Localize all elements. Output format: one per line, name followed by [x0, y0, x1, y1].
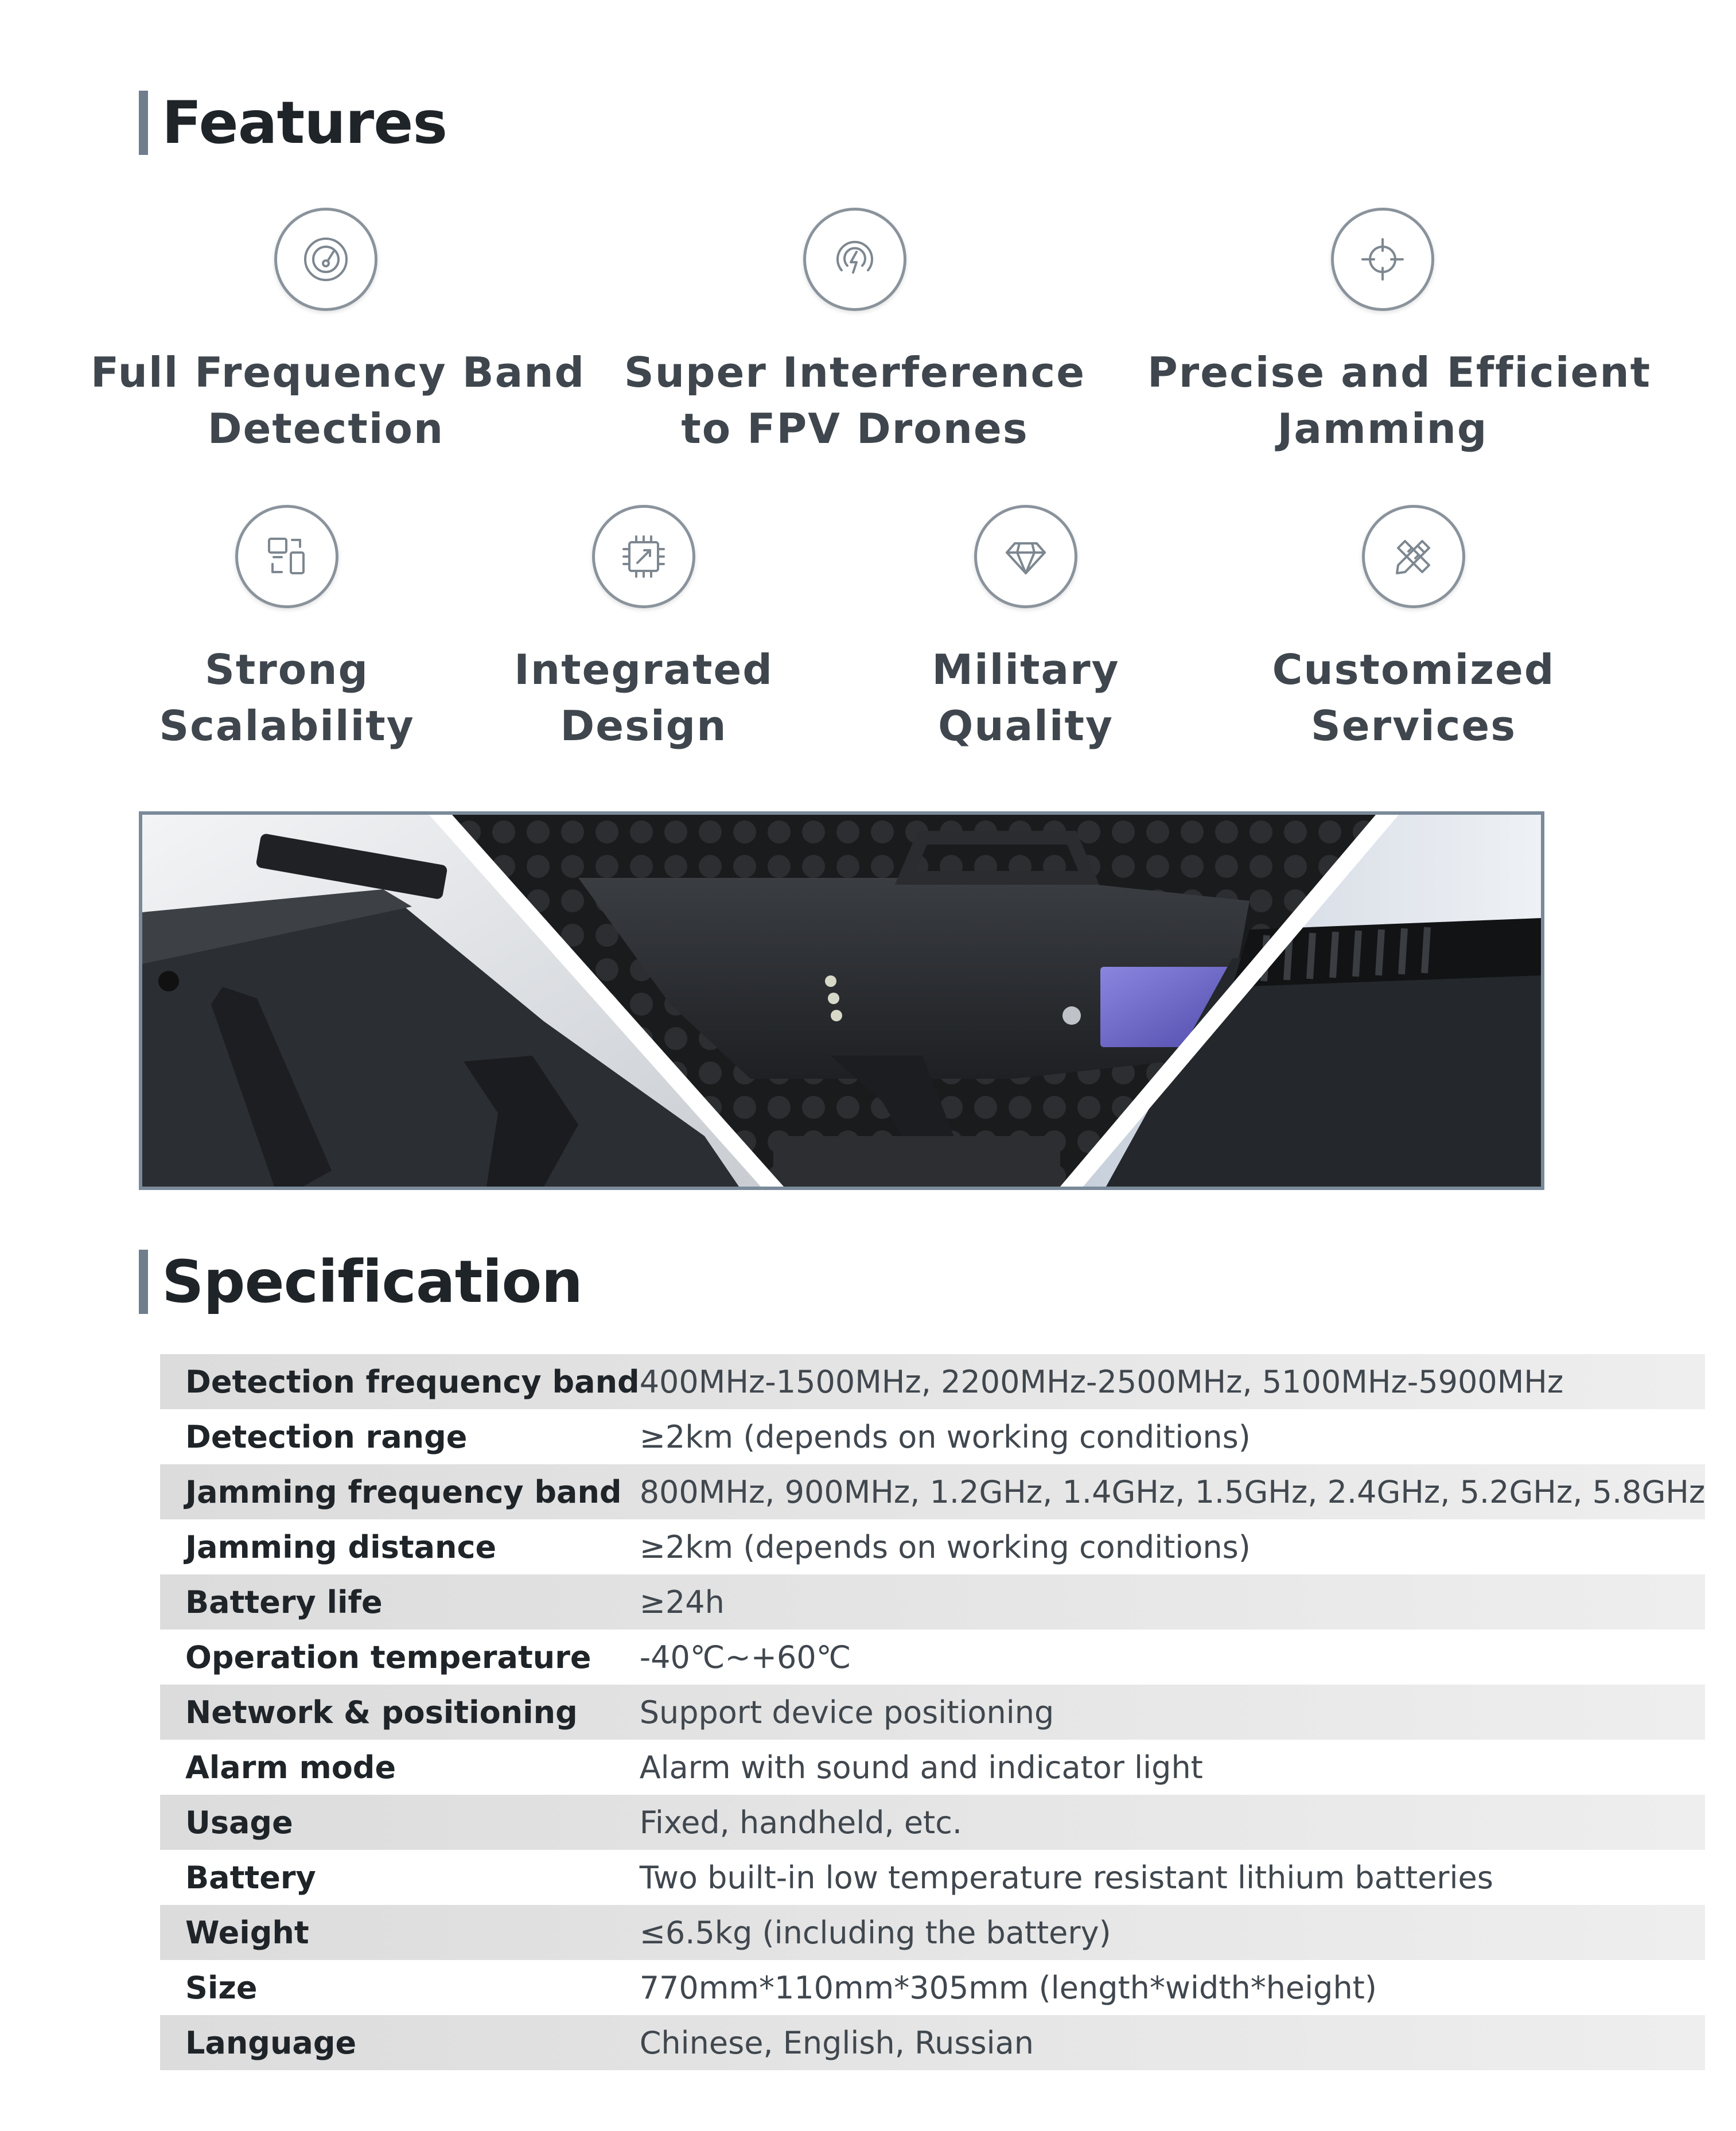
- spec-value: ≥2km (depends on working conditions): [639, 1418, 1251, 1455]
- tools-icon: [1362, 505, 1465, 608]
- product-photo: [142, 815, 1541, 1187]
- devices-icon: [235, 505, 338, 608]
- feature-label: Full Frequency Band Detection: [91, 348, 586, 453]
- spec-value: ≤6.5kg (including the battery): [639, 1914, 1111, 1951]
- spec-key: Battery life: [185, 1584, 383, 1620]
- table-row: [160, 2015, 1705, 2070]
- heading-accent-bar: [139, 1250, 148, 1314]
- table-row: [160, 1795, 1705, 1850]
- spec-key: Detection frequency band: [185, 1363, 640, 1400]
- table-row: [160, 1960, 1705, 2015]
- feature-label: Military Quality: [932, 645, 1120, 750]
- spec-value: 400MHz-1500MHz, 2200MHz-2500MHz, 5100MHz-5900MHz: [639, 1363, 1564, 1400]
- spec-key: Operation temperature: [185, 1639, 591, 1675]
- spec-value: Two built-in low temperature resistant lithium batteries: [639, 1859, 1493, 1896]
- spec-value: Alarm with sound and indicator light: [639, 1749, 1203, 1786]
- spec-value: Chinese, English, Russian: [639, 2024, 1034, 2061]
- spec-key: Size: [185, 1969, 258, 2006]
- feature-label: Customized Services: [1272, 645, 1555, 750]
- spec-value: Fixed, handheld, etc.: [639, 1804, 963, 1841]
- heading-accent-bar: [139, 91, 148, 155]
- spec-value: ≥2km (depends on working conditions): [639, 1529, 1251, 1565]
- features-title: Features: [162, 89, 447, 157]
- spec-value: -40℃~+60℃: [639, 1639, 851, 1675]
- table-row: [160, 1685, 1705, 1740]
- diamond-icon: [974, 505, 1077, 608]
- spec-key: Weight: [185, 1914, 309, 1951]
- feature-label: Integrated Design: [514, 645, 773, 750]
- feature-label: Strong Scalability: [159, 645, 415, 750]
- specification-table: [160, 1354, 1705, 2070]
- table-row: [160, 1630, 1705, 1685]
- spec-key: Alarm mode: [185, 1749, 396, 1786]
- table-row: [160, 1519, 1705, 1574]
- lightning-signal-icon: [803, 208, 906, 311]
- chip-icon: [592, 505, 695, 608]
- table-row: [160, 1850, 1705, 1905]
- feature-label: Super Interference to FPV Drones: [624, 348, 1086, 453]
- crosshair-icon: [1331, 208, 1434, 311]
- table-row: [160, 1740, 1705, 1795]
- spec-value: 770mm*110mm*305mm (length*width*height): [639, 1969, 1377, 2006]
- table-row: [160, 1905, 1705, 1960]
- spec-value: Support device positioning: [639, 1694, 1054, 1731]
- feature-label: Precise and Efficient Jamming: [1147, 348, 1652, 453]
- product-photo-banner: [139, 811, 1544, 1190]
- spec-value: ≥24h: [639, 1584, 725, 1620]
- table-row: [160, 1464, 1705, 1519]
- spec-key: Network & positioning: [185, 1694, 578, 1731]
- spec-key: Detection range: [185, 1418, 468, 1455]
- table-row: [160, 1574, 1705, 1630]
- spec-key: Jamming distance: [185, 1529, 497, 1565]
- table-row: [160, 1409, 1705, 1464]
- spec-key: Battery: [185, 1859, 316, 1896]
- table-row: [160, 1354, 1705, 1409]
- features-heading: [139, 86, 598, 161]
- specification-heading: [139, 1245, 655, 1320]
- spec-key: Usage: [185, 1804, 293, 1841]
- spec-value: 800MHz, 900MHz, 1.2GHz, 1.4GHz, 1.5GHz, 2.4GHz, 5.2GHz, 5.8GHz: [639, 1473, 1706, 1510]
- spec-key: Language: [185, 2024, 357, 2061]
- gauge-icon: [274, 208, 377, 311]
- specification-title: Specification: [162, 1248, 583, 1316]
- spec-key: Jamming frequency band: [185, 1473, 622, 1510]
